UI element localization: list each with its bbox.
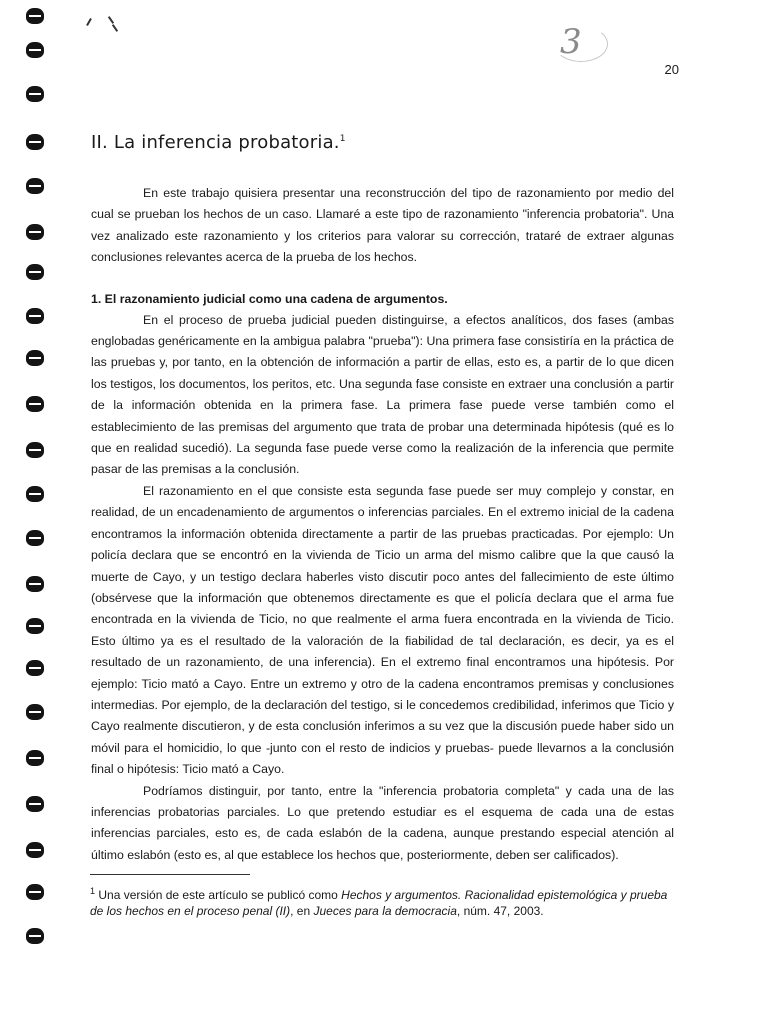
footnote-text-before: Una versión de este artículo se publicó como — [98, 888, 338, 902]
binder-hole — [26, 178, 44, 194]
intro-block — [91, 183, 674, 269]
footnote-text-after: , núm. 47, 2003. — [456, 904, 544, 918]
binder-hole — [26, 224, 44, 240]
binder-hole — [26, 576, 44, 592]
page-number: 20 — [664, 62, 679, 77]
binder-hole — [26, 8, 44, 24]
body-paragraph: En el proceso de prueba judicial pueden distinguirse, a efectos analíticos, dos fases (ambas englobadas genéricamente en la ambigua palabra "prueba"): Una primera fase consistiría en la práctica de las pruebas y, por tanto, en la obtención de información a partir de ellas, esto es, a partir de lo que dicen los testigos, los documentos, los peritos, etc. Una segunda fase consiste en extraer una conclusión a partir de la información obtenida en la primera fase. La primera fase puede verse también como el establecimiento de las premisas del argumento que trata de probar una determinada hipótesis (qué es lo que en realidad sucedió). La segunda fase puede verse como la realización de la inferencia que permite pasar de las premisas a la conclusión. — [91, 312, 674, 477]
scan-specks — [80, 12, 140, 42]
binder-hole — [26, 884, 44, 900]
binder-hole — [26, 796, 44, 812]
binder-hole — [26, 704, 44, 720]
binder-hole — [26, 134, 44, 150]
binder-hole — [26, 396, 44, 412]
binder-hole — [26, 486, 44, 502]
footnote-text-middle: , en — [290, 904, 311, 918]
binder-hole — [26, 442, 44, 458]
binder-hole — [26, 842, 44, 858]
section-title-text: II. La inferencia probatoria. — [91, 132, 340, 153]
footnote-book-title: Hechos y argumentos. Racionalidad epistemológica y prueba de los hechos en el proceso penal (II) — [90, 888, 668, 918]
main-content — [91, 132, 674, 866]
footnote-divider — [90, 874, 250, 875]
binder-hole — [26, 618, 44, 634]
binder-hole — [26, 530, 44, 546]
section-title — [91, 132, 674, 153]
footnote-reference: 1 — [339, 134, 346, 144]
binder-hole — [26, 660, 44, 676]
body-paragraph: Podríamos distinguir, por tanto, entre la "inferencia probatoria completa" y cada una de las inferencias probatorias parciales. Lo que pretendo estudiar es el esquema de cada una de estas inferencias parciales, esto es, de cada eslabón de la cadena, aunque prestando especial atención al último eslabón (esto es, al que establece los hechos que, posteriormente, deben ser calificados). — [91, 783, 674, 862]
binder-hole — [26, 86, 44, 102]
footnote — [90, 883, 674, 919]
footnote-journal: Jueces para la democracia — [313, 904, 457, 918]
binder-hole — [26, 264, 44, 280]
binder-holes — [18, 0, 54, 1024]
binder-hole — [26, 308, 44, 324]
binder-hole — [26, 750, 44, 766]
body-paragraph: El razonamiento en el que consiste esta segunda fase puede ser muy complejo y constar, en realidad, de un encadenamiento de argumentos o inferencias parciales. En el extremo inicial de la cadena encontramos la información obtenida directamente a partir de las pruebas practicadas. Por ejemplo: Un policía declara que se encontró en la vivienda de Ticio un arma del mismo calibre que la que causó la muerte de Cayo, y un testigo declara haberles visto discutir poco antes del fallecimiento de este último (obsérvese que la información que obtenemos directamente es que el policía declara que el arma fue encontrada en la vivienda de Ticio, no que realmente el arma fuera encontrada en la vivienda de Ticio. Esto último ya es el resultado de la valoración de la fiabilidad de tal declaración, es decir, ya es el resultado de un razonamiento, de una inferencia). En el extremo final encontramos una hipótesis. Por ejemplo: Ticio mató a Cayo. Entre un extremo y otro de la cadena encontramos premisas y conclusiones intermedias. Por ejemplo, de la declaración del testigo, si le concedemos credibilidad, inferimos que Ticio y Cayo realmente discutieron, y de esta conclusión inferimos a su vez que la discusión puede haber sido un móvil para el homicidio, lo que -junto con el resto de indicios y pruebas- puede llevarnos a la conclusión final o hipótesis: Ticio mató a Cayo. — [91, 483, 674, 777]
binder-hole — [26, 350, 44, 366]
binder-hole — [26, 928, 44, 944]
footnote-marker: 1 — [90, 886, 96, 896]
intro-paragraph: En este trabajo quisiera presentar una reconstrucción del tipo de razonamiento por medio del cual se prueban los hechos de un caso. Llamaré a este tipo de razonamiento "inferencia probatoria". Una vez analizado este razonamiento y los criterios para valorar su corrección, trataré de extraer algunas conclusiones relevantes acerca de la prueba de los hechos. — [91, 186, 674, 265]
handwritten-page-mark: 3 — [560, 22, 620, 62]
binder-hole — [26, 42, 44, 58]
subsection-title: 1. El razonamiento judicial como una cadena de argumentos. — [91, 291, 448, 306]
